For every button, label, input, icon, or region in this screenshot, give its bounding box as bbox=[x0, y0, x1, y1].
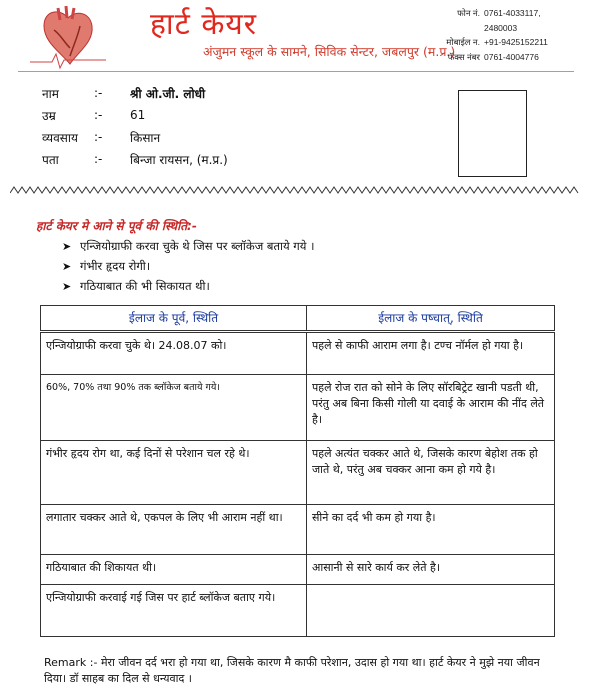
list-item: ➤ एन्जियोग्राफी करवा चुके थे जिस पर ब्लॉकेज बताये गये । bbox=[62, 238, 315, 253]
patient-age: 61 bbox=[130, 108, 146, 122]
table-row bbox=[41, 585, 555, 637]
table-row bbox=[41, 375, 555, 441]
patient-address: बिन्जा रायसन, (म.प्र.) bbox=[130, 152, 228, 167]
arrow-bullet-icon: ➤ bbox=[62, 239, 72, 253]
patient-name: श्री ओ.जी. लोधी bbox=[130, 86, 206, 101]
clinic-address: अंजुमन स्कूल के सामने, सिविक सेन्टर, जबलपुर (म.प्र.) bbox=[203, 44, 456, 59]
list-item: ➤ गंभीर हृदय रोगी। bbox=[62, 258, 151, 273]
arrow-bullet-icon: ➤ bbox=[62, 259, 72, 273]
cell-after: पहले से काफी आराम लगा है। टण्च नॉर्मल हो गया है। bbox=[307, 332, 555, 375]
list-item: ➤ गठियाबात की भी सिकायत थी। bbox=[62, 278, 210, 293]
cell-after: आसानी से सारे कार्य कर लेते है। bbox=[307, 555, 555, 585]
contact-block: फोन नं. 0761-4033117, 2480003 मोबाईल न. +91-9425152211 फॅक्स नंबर 0761-4004776 bbox=[414, 6, 574, 64]
info-row-age: उम्र :- 61 bbox=[42, 108, 146, 123]
header-divider bbox=[18, 71, 574, 72]
phone-number: 0761-4033117, 2480003 bbox=[484, 8, 541, 33]
cell-before: लगातार चक्कर आते थे, एकपल के लिए भी आराम नहीं था। bbox=[41, 505, 307, 555]
header-before: ईलाज के पूर्व, स्थिति bbox=[41, 306, 307, 332]
remark-label: Remark :- bbox=[44, 656, 98, 669]
cell-after: पहले अत्यंत चक्कर आते थे, जिसके कारण बेहोश तक हो जाते थे, परंतु अब चक्कर आना कम हो गये है। bbox=[307, 441, 555, 505]
cell-before: एन्जियोग्राफी करवाई गई जिस पर हार्ट ब्लॉकेज बताए गये। bbox=[41, 585, 307, 637]
mobile-number: +91-9425152211 bbox=[484, 37, 548, 47]
header-after: ईलाज के पष्चात्, स्थिति bbox=[307, 306, 555, 332]
cell-before: गठियाबात की शिकायत थी। bbox=[41, 555, 307, 585]
photo-box bbox=[458, 90, 527, 177]
cell-after: सीने का दर्द भी कम हो गया है। bbox=[307, 505, 555, 555]
cell-after: पहले रोज रात को सोने के लिए सॉरबिट्रेट खानी पडती थी, परंतु अब बिना किसी गोली या दवाई के आराम की नींद लेते है। bbox=[307, 375, 555, 441]
fax-number: 0761-4004776 bbox=[484, 51, 539, 62]
arrow-bullet-icon: ➤ bbox=[62, 279, 72, 293]
section-title: हार्ट केयर मे आने से पूर्व की स्थिति:- bbox=[36, 219, 197, 233]
cell-before: गंभीर हृदय रोग था, कई दिनों से परेशान चल रहे थे। bbox=[41, 441, 307, 505]
table-row bbox=[41, 332, 555, 375]
condition-list bbox=[62, 236, 314, 296]
table-row bbox=[41, 505, 555, 555]
info-row-address: पता :- बिन्जा रायसन, (म.प्र.) bbox=[42, 152, 228, 167]
cell-before: एन्जियोग्राफी करवा चुके थे। 24.08.07 को। bbox=[41, 332, 307, 375]
heart-logo-icon bbox=[30, 4, 106, 70]
treatment-comparison-table bbox=[40, 305, 555, 637]
patient-info bbox=[42, 82, 228, 170]
patient-occupation: किसान bbox=[130, 130, 161, 145]
zigzag-divider bbox=[10, 185, 580, 195]
info-row-name: नाम :- श्री ओ.जी. लोधी bbox=[42, 86, 206, 101]
remark-text: मेरा जीवन दर्द भरा हो गया था, जिसके कारण मै काफी परेशान, उदास हो गया था। हार्ट केयर ने मुझे नया जीवन दिया। डॉ साहब का दिल से धन्यवाद । bbox=[44, 656, 540, 685]
cell-before: 60%, 70% तथा 90% तक ब्लॉकेज बताये गये। bbox=[41, 375, 307, 441]
clinic-title: हार्ट केयर bbox=[150, 7, 258, 42]
remark bbox=[44, 655, 554, 687]
info-row-occupation: व्यवसाय :- किसान bbox=[42, 130, 161, 145]
table-row bbox=[41, 555, 555, 585]
table-row bbox=[41, 441, 555, 505]
cell-after bbox=[307, 585, 555, 637]
